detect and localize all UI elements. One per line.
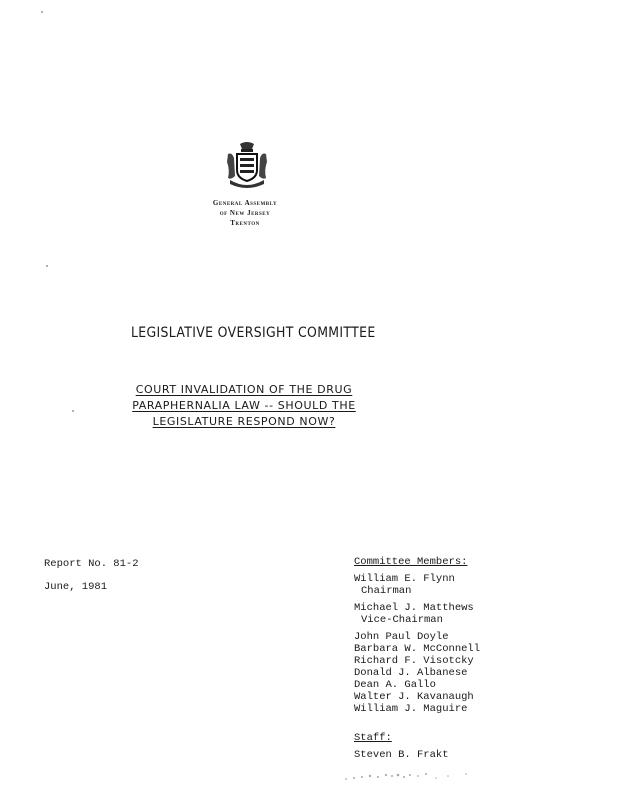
report-title-line-1: COURT INVALIDATION OF THE DRUG [135,383,353,396]
member-name: Donald J. Albanese [354,667,468,679]
member-name: Richard F. Visotcky [354,655,474,667]
report-number: Report No. 81-2 [44,558,139,570]
report-title [128,382,360,430]
report-date: June, 1981 [44,581,108,593]
new-jersey-seal [224,140,270,192]
members-heading: Committee Members: [354,556,468,568]
scan-speck [72,410,74,412]
staff-name: Steven B. Frakt [354,749,449,761]
scan-speck [41,11,43,13]
member-name: Dean A. Gallo [354,679,436,691]
chair-title: Chairman [361,585,412,597]
member-name: Barbara W. McConnell [354,643,481,655]
member-name: John Paul Doyle [354,631,449,643]
staff-heading: Staff: [354,732,392,744]
committee-name: LEGISLATIVE OVERSIGHT COMMITTEE [131,325,376,341]
chair-name: William E. Flynn [354,573,455,585]
member-name: Walter J. Kavanaugh [354,691,474,703]
vice-chair-title: Vice-Chairman [361,614,443,626]
assembly-header [190,198,300,228]
scan-smudge [340,770,480,782]
scan-speck [46,265,48,267]
committee-members [354,556,480,715]
report-title-line-3: LEGISLATURE RESPOND NOW? [152,415,336,428]
assembly-line-3: Trenton [230,219,260,227]
assembly-line-1: General Assembly [212,199,278,207]
member-name: William J. Maguire [354,703,468,715]
staff-section [354,732,449,761]
report-title-line-2: PARAPHERNALIA LAW -- SHOULD THE [132,399,356,412]
vice-chair-name: Michael J. Matthews [354,602,474,614]
assembly-line-2: of New Jersey [219,209,271,217]
